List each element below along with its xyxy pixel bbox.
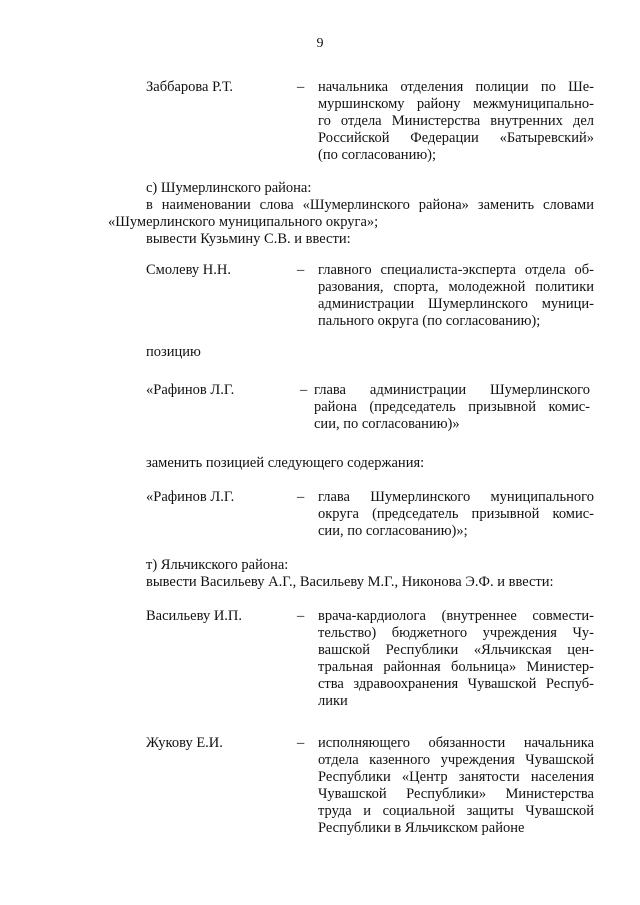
section-c-line1: в наименовании слова «Шумерлинского района» заменить словами xyxy=(146,197,594,213)
entry-dash: – xyxy=(297,489,305,505)
desc-line: муршинскому району межмуниципально- xyxy=(318,96,594,112)
entry-description xyxy=(318,262,594,330)
desc-line: главного специалиста-эксперта отдела об- xyxy=(318,262,594,278)
position-text: позицию xyxy=(146,344,201,360)
replace-line: заменить позицией следующего содержания: xyxy=(146,455,425,471)
entry-description xyxy=(314,382,590,433)
entry-description xyxy=(318,79,594,164)
desc-line: глава администрации Шумерлинского xyxy=(314,382,590,398)
desc-line: пального округа (по согласованию); xyxy=(318,313,541,329)
desc-line: начальника отделения полиции по Ше- xyxy=(318,79,594,95)
desc-line: исполняющего обязанности начальника xyxy=(318,735,594,751)
desc-line: глава Шумерлинского муниципального xyxy=(318,489,594,505)
entry-description xyxy=(318,735,594,837)
entry-name: «Рафинов Л.Г. xyxy=(146,489,235,505)
desc-line: отдела казенного учреждения Чувашской xyxy=(318,752,594,768)
desc-line: врача-кардиолога (внутреннее совмести- xyxy=(318,608,594,624)
desc-line: округа (председатель призывной комис- xyxy=(318,506,594,522)
entry-dash: – xyxy=(297,262,305,278)
desc-line: тральная районная больница» Министер- xyxy=(318,659,594,675)
section-c-line2: «Шумерлинского муниципального округа»; xyxy=(108,214,379,230)
desc-line: вашской Республики «Яльчикская цен- xyxy=(318,642,594,658)
desc-line: района (председатель призывной комис- xyxy=(314,399,590,415)
entry-dash: – xyxy=(300,382,308,398)
entry-dash: – xyxy=(297,608,305,624)
entry-name: Смолеву Н.Н. xyxy=(146,262,231,278)
section-c-heading: с) Шумерлинского района: xyxy=(146,180,312,196)
desc-line: тельство) бюджетного учреждения Чу- xyxy=(318,625,594,641)
entry-dash: – xyxy=(297,79,305,95)
replace-text xyxy=(0,455,640,472)
desc-line: Республики «Центр занятости населения xyxy=(318,769,594,785)
entry-description xyxy=(318,608,594,710)
desc-line: Российской Федерации «Батыревский» xyxy=(318,130,594,146)
entry-name: Заббарова Р.Т. xyxy=(146,79,234,95)
desc-line: сии, по согласованию)»; xyxy=(318,523,468,539)
desc-line: труда и социальной защиты Чувашской xyxy=(318,803,594,819)
page-number: 9 xyxy=(316,36,324,51)
desc-line: го отдела Министерства внутренних дел xyxy=(318,113,594,129)
position-word xyxy=(0,344,640,361)
entry-name: Васильеву И.П. xyxy=(146,608,243,624)
section-c xyxy=(0,180,640,248)
section-c-line3: вывести Кузьмину С.В. и ввести: xyxy=(146,231,351,247)
desc-line: администрации Шумерлинского муници- xyxy=(318,296,594,312)
desc-line: лики xyxy=(318,693,348,709)
section-t xyxy=(0,557,640,591)
entry-description xyxy=(318,489,594,540)
desc-line: разования, спорта, молодежной политики xyxy=(318,279,594,295)
section-t-line1: вывести Васильеву А.Г., Васильеву М.Г., Никонова Э.Ф. и ввести: xyxy=(146,574,554,590)
desc-line: Чувашской Республики» Министерства xyxy=(318,786,594,802)
desc-line: ства здравоохранения Чувашской Респуб- xyxy=(318,676,594,692)
desc-line: сии, по согласованию)» xyxy=(314,416,460,432)
entry-name: «Рафинов Л.Г. xyxy=(146,382,235,398)
desc-line: (по согласованию); xyxy=(318,147,437,163)
section-t-heading: т) Яльчикского района: xyxy=(146,557,289,573)
entry-dash: – xyxy=(297,735,305,751)
desc-line: Республики в Яльчикском районе xyxy=(318,820,525,836)
entry-name: Жукову Е.И. xyxy=(146,735,223,751)
